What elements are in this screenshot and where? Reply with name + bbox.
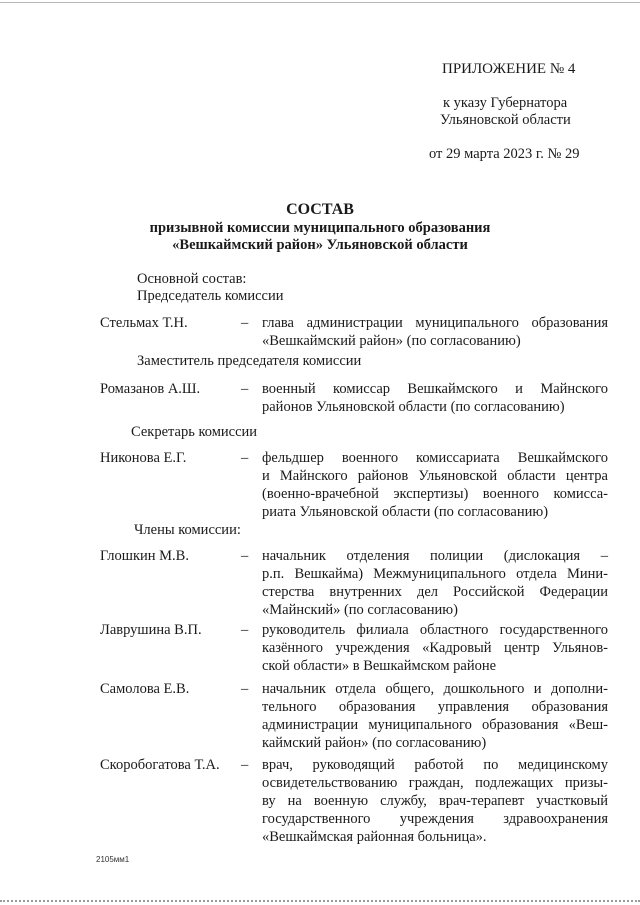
position-line: тельного образования управления образования — [262, 699, 608, 715]
position-line: начальник отделения полиции (дислокация – — [262, 548, 608, 564]
title-line-1: призывной комиссии муниципального образования — [149, 220, 491, 236]
to-decree-label: к указу Губернатора — [443, 95, 568, 111]
member-position — [262, 314, 608, 350]
member-name: Глошкин М.В. — [100, 548, 189, 564]
dash-separator: – — [241, 548, 249, 564]
position-line: р.п. Вешкайма) Межмуниципального отдела Мини- — [262, 566, 608, 582]
document-code: 2105мм1 — [96, 855, 130, 864]
member-name: Стельмах Т.Н. — [100, 315, 188, 331]
member-position — [262, 449, 608, 521]
member-position — [262, 756, 608, 846]
chairman-heading: Председатель комиссии — [137, 288, 284, 304]
bottom-scan-edge — [0, 900, 640, 902]
member-name: Никонова Е.Г. — [100, 450, 187, 466]
position-line: врач, руководящий работой по медицинскому — [262, 757, 608, 773]
deputy-heading: Заместитель председателя комиссии — [137, 353, 362, 369]
dash-separator: – — [241, 381, 249, 397]
member-position — [262, 680, 608, 752]
member-position — [262, 621, 608, 675]
position-line: ской области» в Вешкаймском районе — [262, 658, 497, 674]
position-line: и Майнского районов Ульяновской области центра — [262, 468, 608, 484]
appendix-label: ПРИЛОЖЕНИЕ № 4 — [442, 61, 576, 77]
member-position — [262, 547, 608, 619]
dash-separator: – — [241, 315, 249, 331]
members-heading: Члены комиссии: — [134, 522, 241, 538]
position-line: стерства внутренних дел Российской Федерации — [262, 584, 608, 600]
position-line: руководитель филиала областного государственного — [262, 622, 608, 638]
position-line: государственного учреждения здравоохранения — [262, 811, 608, 827]
position-line: глава администрации муниципального образования — [262, 315, 608, 331]
position-line: «Вешкаймский район» (по согласованию) — [262, 333, 521, 349]
position-line: риата Ульяновской области (по согласованию) — [262, 504, 549, 520]
dash-separator: – — [241, 681, 249, 697]
member-name: Лаврушина В.П. — [100, 622, 202, 638]
position-line: фельдшер военного комиссариата Вешкаймского — [262, 450, 608, 466]
member-name: Самолова Е.В. — [100, 681, 190, 697]
position-line: ву на военную службу, врач-терапевт участковый — [262, 793, 608, 809]
position-line: казённого учреждения «Кадровый центр Ульянов- — [262, 640, 608, 656]
dash-separator: – — [241, 622, 249, 638]
dash-separator: – — [241, 757, 249, 773]
document-title: СОСТАВ — [286, 201, 354, 218]
position-line: военный комиссар Вешкаймского и Майнского — [262, 381, 608, 397]
position-line: освидетельствованию граждан, подлежащих призы- — [262, 775, 608, 791]
secretary-heading: Секретарь комиссии — [131, 424, 258, 440]
dash-separator: – — [241, 450, 249, 466]
top-scan-edge — [0, 2, 640, 3]
member-position — [262, 380, 608, 416]
position-line: (военно-врачебной экспертизы) военного комисса- — [262, 486, 608, 502]
position-line: начальник отдела общего, дошкольного и дополни- — [262, 681, 608, 697]
member-name: Ромазанов А.Ш. — [100, 381, 201, 397]
title-line-2: «Вешкаймский район» Ульяновской области — [172, 237, 468, 253]
main-composition-heading: Основной состав: — [137, 271, 247, 287]
region-label: Ульяновской области — [440, 112, 571, 128]
date-number-label: от 29 марта 2023 г. № 29 — [429, 146, 580, 162]
position-line: администрации муниципального образования «Веш- — [262, 717, 608, 733]
position-line: районов Ульяновской области (по согласованию) — [262, 399, 565, 415]
member-name: Скоробогатова Т.А. — [100, 757, 220, 773]
position-line: каймский район» (по согласованию) — [262, 735, 487, 751]
position-line: «Вешкаймская районная больница». — [262, 829, 487, 845]
position-line: «Майнский» (по согласованию) — [262, 602, 458, 618]
